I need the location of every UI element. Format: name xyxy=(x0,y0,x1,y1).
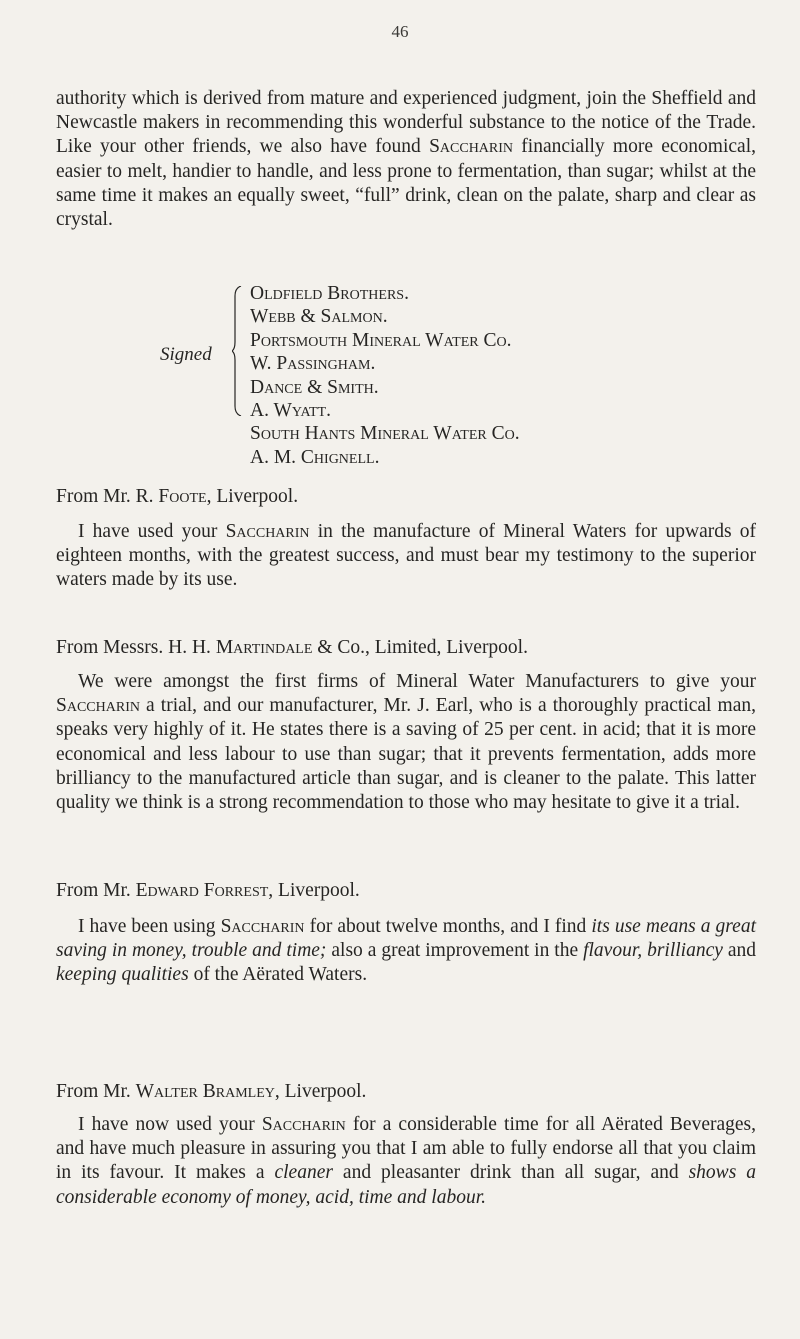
saccharin-term: Saccharin xyxy=(429,136,514,158)
signatory-list xyxy=(250,282,520,469)
signatory-name: South Hants Mineral Water Co. xyxy=(250,423,520,445)
signatory-name: A. Wyatt. xyxy=(250,400,331,422)
signatory-name: Webb & Salmon. xyxy=(250,306,388,328)
saccharin-term: Saccharin xyxy=(225,521,310,542)
signatory-name: Dance & Smith. xyxy=(250,376,379,398)
signatory-name: A. M. Chignell. xyxy=(250,446,380,468)
testimonial-body-martindale: We were amongst the first firms of Mineral Water Manufacturers to give your Saccharin a trial, and our manufacturer, Mr. J. Earl, who is a thoroughly practical man, speaks very highly of it. He states there is a saving of 25 per cent. in acid; that it is more economical and less labour to use than sugar; that it prevents fermentation, adds more brilliancy to the manufactured article than sugar, and is cleaner to the palate. This latter quality we think is a strong recommendation to those who may hesitate to give it a trial. xyxy=(56,671,756,814)
page-number: 46 xyxy=(391,22,409,41)
signatories-block xyxy=(160,282,760,468)
intro-paragraph: authority which is derived from mature and experienced judgment, join the Sheffield and Newcastle makers in recommending this wonderful substance to the notice of the Trade. Like your other friends, we also have found Saccharin financially more economical, easier to melt, handier to handle, and less prone to fermentation, than sugar; whilst at the same time it makes an equally sweet, “full” drink, clean on the palate, sharp and clear as crystal. xyxy=(56,88,756,231)
testimonial-heading-foote: From Mr. R. Foote, Liverpool. xyxy=(56,486,299,507)
signatory-name: Portsmouth Mineral Water Co. xyxy=(250,329,512,351)
testimonial-body-bramley: I have now used your Saccharin for a considerable time for all Aërated Beverages, and have much pleasure in assuring you that I am able to fully endorse all that you claim in its favour. It makes a cleaner and pleasanter drink than all sugar, and shows a considerable economy of money, acid, time and labour. xyxy=(56,1114,756,1208)
testimonial-heading-bramley: From Mr. Walter Bramley, Liverpool. xyxy=(56,1081,367,1102)
saccharin-term: Saccharin xyxy=(261,1114,346,1135)
testimonial-heading-forrest: From Mr. Edward Forrest, Liverpool. xyxy=(56,880,360,901)
saccharin-term: Saccharin xyxy=(220,916,305,937)
saccharin-term: Saccharin xyxy=(56,695,140,717)
testimonial-body-forrest: I have been using Saccharin for about twelve months, and I find its use means a great saving in money, trouble and time; also a great improvement in the flavour, brilliancy and keeping qualities of the Aërated Waters. xyxy=(56,916,756,986)
signatory-name: W. Passingham. xyxy=(250,353,376,375)
testimonial-heading-martindale: From Messrs. H. H. Martindale & Co., Limited, Liverpool. xyxy=(56,637,528,658)
signatory-name: Oldfield Brothers. xyxy=(250,283,409,304)
testimonial-body-foote: I have used your Saccharin in the manufacture of Mineral Waters for upwards of eighteen months, with the greatest success, and must bear my testimony to the superior waters made by its use. xyxy=(56,521,756,591)
brace-bracket xyxy=(232,286,242,416)
signed-label: Signed xyxy=(160,344,212,365)
